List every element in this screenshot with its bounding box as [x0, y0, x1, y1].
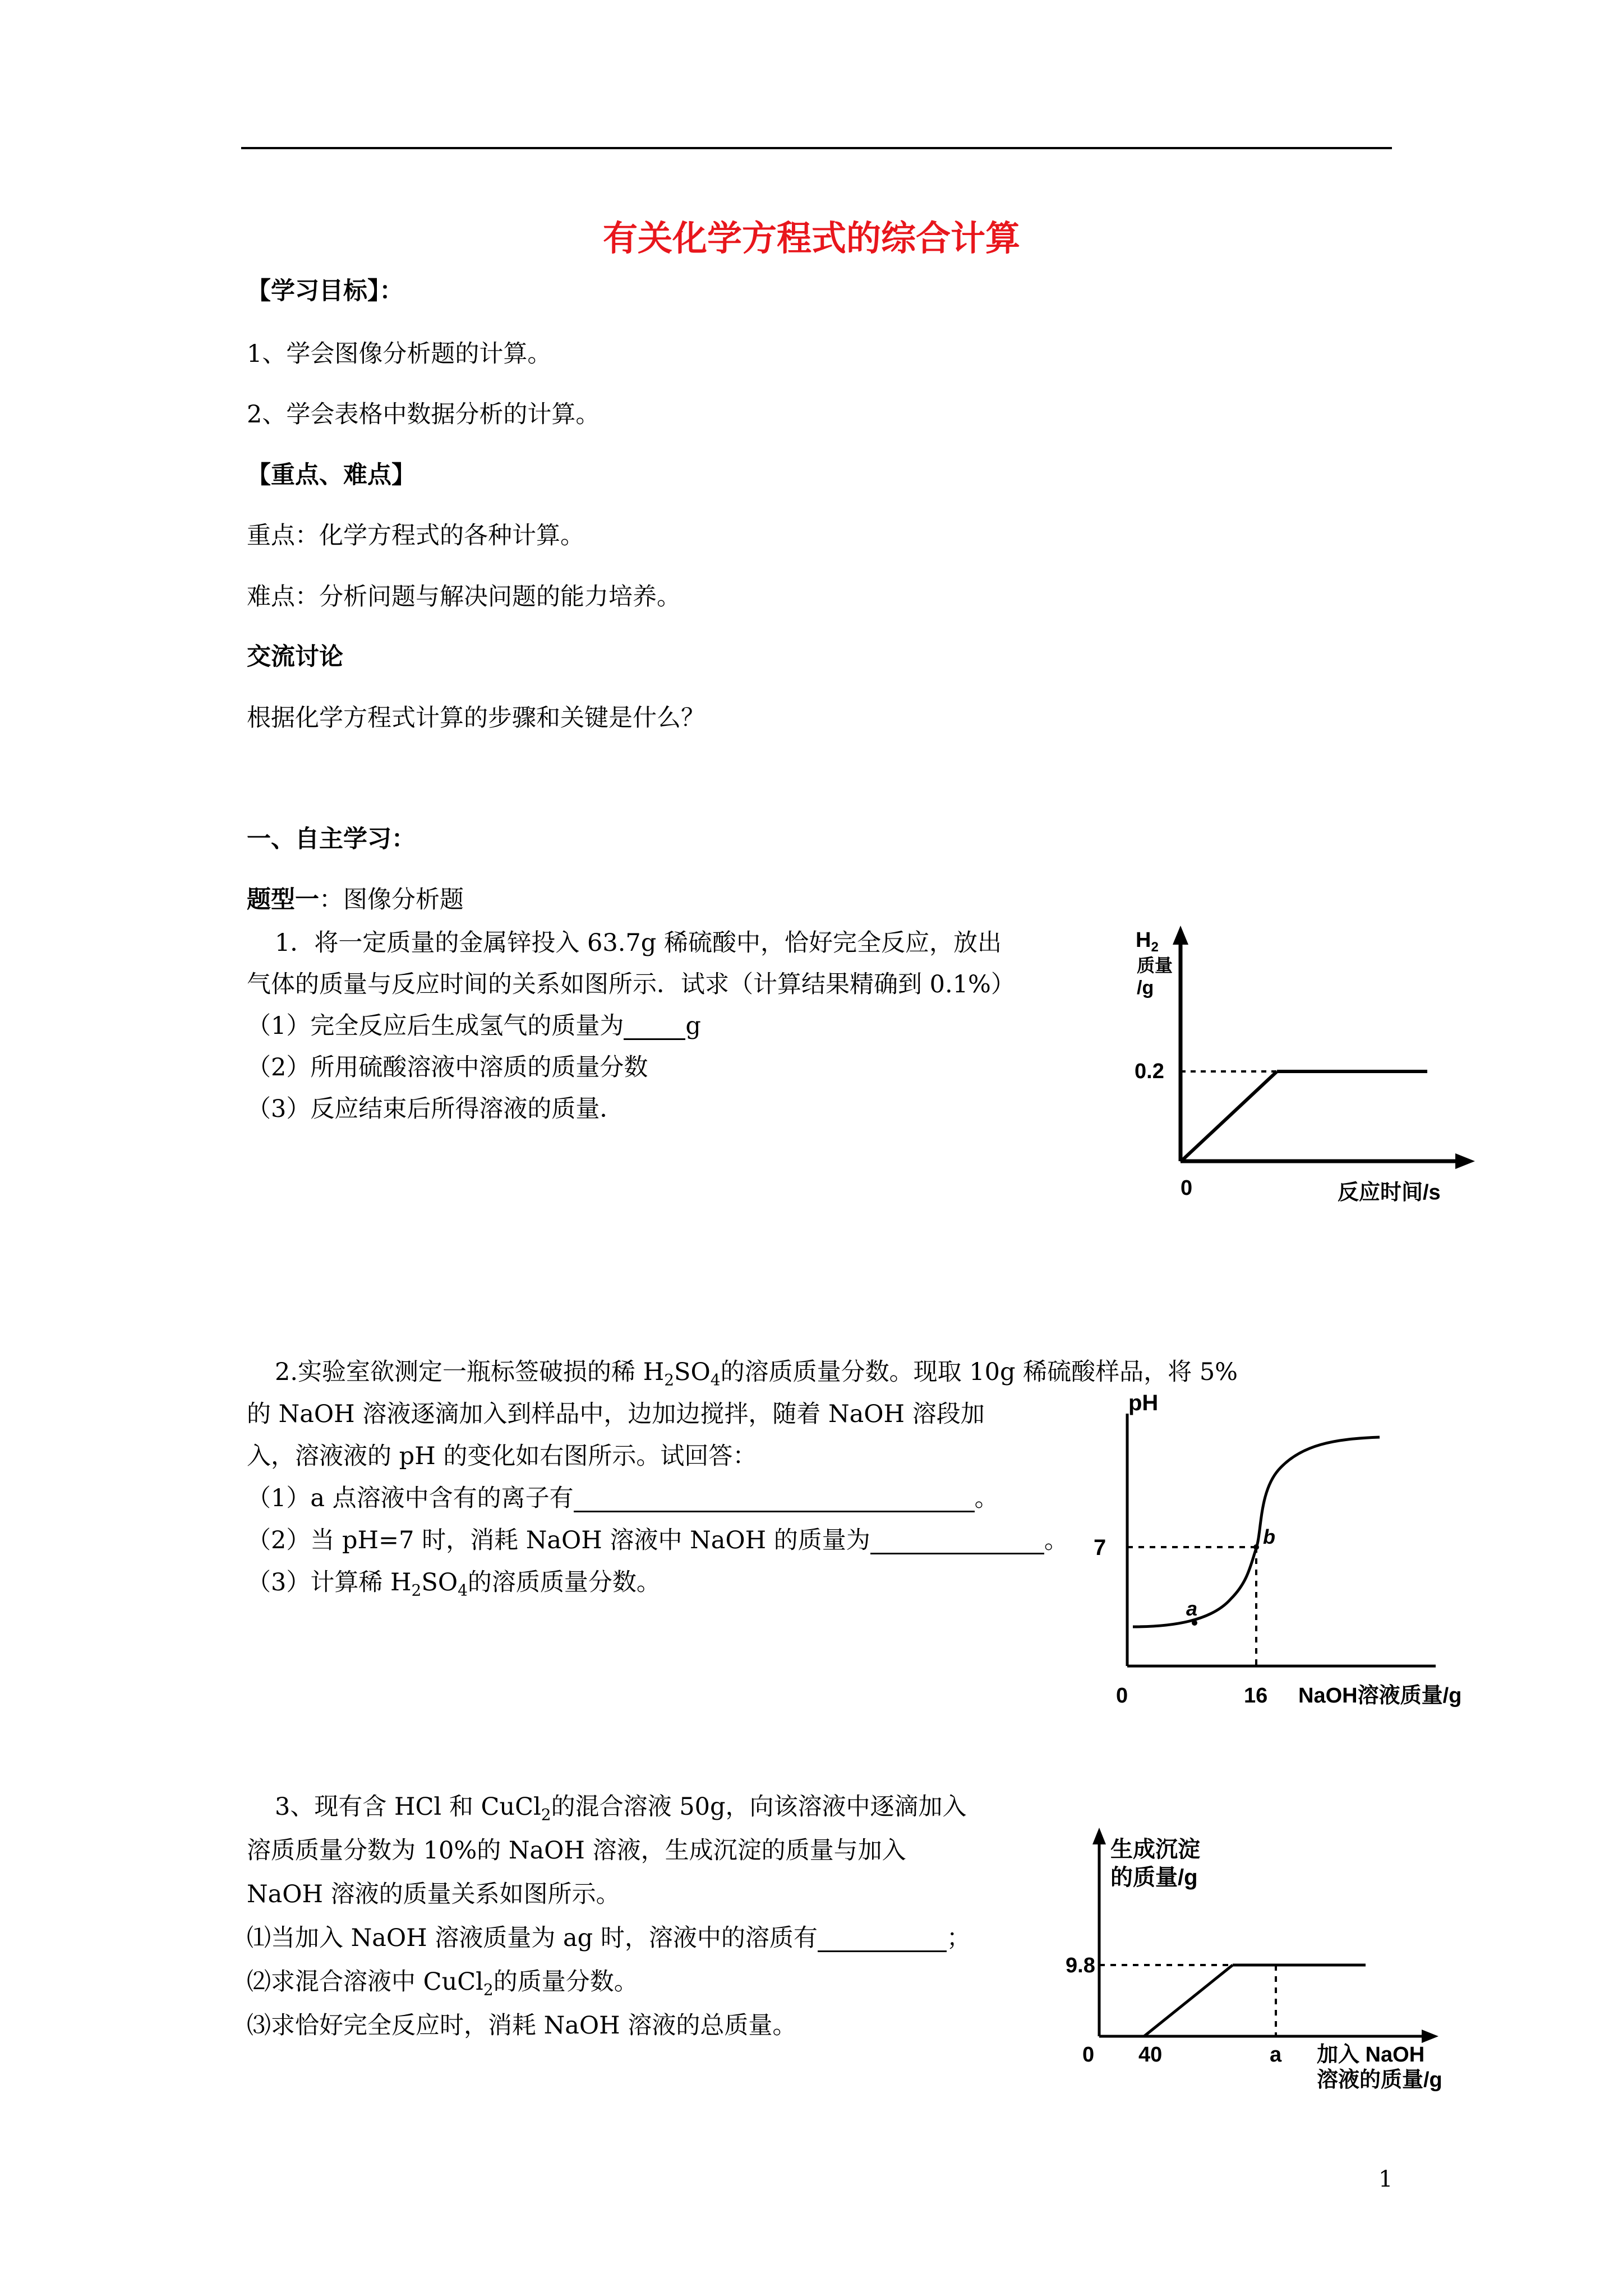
discuss-heading: 交流讨论 — [247, 643, 343, 671]
x-tick-label-0: 0 — [1082, 2043, 1095, 2067]
chart-ph — [1088, 1391, 1492, 1722]
q3-part2-sub: 2 — [483, 1980, 494, 1999]
q2-part3-a: （3）计算稀 H — [247, 1568, 412, 1596]
point-b-label: b — [1263, 1525, 1275, 1548]
q1-line1: 1．将一定质量的金属锌投入 63.7g 稀硫酸中，恰好完全反应，放出 — [275, 929, 1002, 957]
y-axis-label: pH — [1128, 1391, 1159, 1415]
q2-line1 — [275, 1360, 1238, 1388]
q3-part1 — [247, 1926, 971, 1952]
q2-line3: 入，溶液液的 pH 的变化如右图所示。试回答： — [247, 1442, 757, 1470]
q2-part1-text: （1）a 点溶液中含有的离子有 — [247, 1484, 574, 1512]
x-tick-label-40: 40 — [1138, 2043, 1163, 2067]
header-rule — [241, 147, 1392, 149]
type1-label: 题型一 — [247, 886, 319, 914]
q2-part3-c: 的溶质质量分数。 — [467, 1568, 661, 1596]
q2-line1-b: SO — [674, 1358, 711, 1386]
q3-line2: 溶质质量分数为 10%的 NaOH 溶液，生成沉淀的质量与加入 — [247, 1837, 906, 1865]
section1-heading: 一、自主学习： — [247, 825, 416, 853]
point-a — [1192, 1620, 1197, 1626]
y-axis-label-line1: 生成沉淀 — [1110, 1837, 1200, 1862]
q2-part3-sub-2: 2 — [411, 1581, 422, 1600]
x-axis-arrow — [1422, 2030, 1438, 2043]
q2-sub-2: 2 — [664, 1370, 675, 1389]
q2-line2: 的 NaOH 溶液逐滴加入到样品中，边加边搅拌，随着 NaOH 溶段加 — [247, 1400, 985, 1428]
x-axis-label: 反应时间/s — [1338, 1181, 1441, 1204]
q3-part2 — [247, 1970, 638, 1998]
ph-curve — [1133, 1437, 1380, 1627]
q3-line1-sub: 2 — [541, 1805, 551, 1824]
q2-part2-end: 。 — [1044, 1526, 1068, 1554]
point-a-label: a — [1186, 1597, 1198, 1620]
answer-blank[interactable] — [624, 1014, 685, 1040]
q3-part1-text: ⑴当加入 NaOH 溶液质量为 ag 时，溶液中的溶质有 — [247, 1924, 818, 1952]
q2-sub-4: 4 — [710, 1370, 721, 1389]
answer-blank[interactable] — [574, 1487, 975, 1512]
q2-line1-c: 的溶质质量分数。现取 10g 稀硫酸样品，将 5% — [720, 1358, 1238, 1386]
y-axis-label-rest: 质量 — [1137, 955, 1173, 976]
q3-part2-a: ⑵求混合溶液中 CuCl — [247, 1968, 483, 1996]
x-axis-label-line1: 加入 NaOH — [1317, 2043, 1425, 2067]
answer-blank[interactable] — [870, 1529, 1044, 1554]
type1-heading — [247, 888, 464, 912]
q2-part2 — [247, 1526, 1068, 1554]
q3-part2-b: 的质量分数。 — [493, 1968, 638, 1996]
q1-part1 — [247, 1014, 701, 1040]
type1-text: ：图像分析题 — [319, 886, 464, 914]
series-line-rise — [1144, 1965, 1233, 2036]
x-tick-label-16: 16 — [1244, 1684, 1268, 1708]
q1-part1-text: （1）完全反应后生成氢气的质量为 — [247, 1012, 624, 1040]
q1-part2: （2）所用硫酸溶液中溶质的质量分数 — [247, 1053, 648, 1082]
q2-line1-a: 2.实验室欲测定一瓶标签破损的稀 H — [275, 1358, 665, 1386]
y-tick-label: 0.2 — [1135, 1060, 1164, 1083]
y-axis-label: $H_2$ — [1136, 928, 1159, 955]
series-line-rise — [1181, 1071, 1277, 1162]
y-axis-arrow — [1173, 926, 1188, 945]
x-axis-label: NaOH溶液质量/g — [1298, 1684, 1462, 1708]
q1-part3: （3）反应结束后所得溶液的质量． — [247, 1095, 624, 1123]
goals-heading: 【学习目标】： — [247, 277, 404, 305]
q1-part1-unit: g — [685, 1012, 701, 1040]
q3-line3: NaOH 溶液的质量关系如图所示。 — [247, 1880, 620, 1908]
key-heading: 【重点、难点】 — [247, 461, 416, 489]
y-tick-label: 9.8 — [1066, 1954, 1095, 1977]
chart-precipitate — [1054, 1823, 1492, 2104]
x-tick-label: 0 — [1181, 1176, 1193, 1200]
q3-line1-a: 3、现有含 HCl 和 CuCl — [275, 1793, 541, 1821]
q2-part3-sub-4: 4 — [458, 1581, 468, 1600]
q2-part1 — [247, 1484, 999, 1512]
y-axis-label-unit: /g — [1137, 977, 1154, 999]
difficulty: 难点：分析问题与解决问题的能力培养。 — [247, 583, 681, 611]
q3-line1 — [275, 1795, 967, 1823]
y-tick-label: 7 — [1094, 1535, 1106, 1560]
goal-2: 2、学会表格中数据分析的计算。 — [247, 401, 600, 429]
q2-part2-text: （2）当 pH=7 时，消耗 NaOH 溶液中 NaOH 的质量为 — [247, 1526, 870, 1554]
q3-line1-b: 的混合溶液 50g，向该溶液中逐滴加入 — [551, 1793, 967, 1821]
key-point: 重点：化学方程式的各种计算。 — [247, 522, 584, 550]
point-b — [1253, 1544, 1259, 1550]
x-axis-label-line2: 溶液的质量/g — [1317, 2068, 1442, 2092]
x-tick-label-0: 0 — [1116, 1684, 1128, 1708]
answer-blank[interactable] — [818, 1926, 947, 1952]
x-axis-arrow — [1455, 1153, 1475, 1169]
page-title: 有关化学方程式的综合计算 — [602, 218, 1020, 259]
page-number: 1 — [1378, 2166, 1393, 2192]
chart-hydrogen — [1124, 920, 1483, 1212]
q2-part1-end: 。 — [974, 1484, 999, 1512]
q3-part1-end: ； — [946, 1924, 971, 1952]
q1-line2: 气体的质量与反应时间的关系如图所示．试求（计算结果精确到 0.1%） — [247, 970, 1015, 999]
y-axis-arrow — [1092, 1828, 1106, 1844]
q3-part3: ⑶求恰好完全反应时，消耗 NaOH 溶液的总质量。 — [247, 2012, 797, 2040]
y-axis-label-line2: 的质量/g — [1110, 1865, 1198, 1890]
discuss-question: 根据化学方程式计算的步骤和关键是什么？ — [247, 704, 705, 732]
goal-1: 1、学会图像分析题的计算。 — [247, 340, 552, 368]
q2-part3-b: SO — [421, 1568, 458, 1596]
x-tick-label-a: a — [1270, 2043, 1282, 2067]
q2-part3 — [247, 1568, 661, 1600]
